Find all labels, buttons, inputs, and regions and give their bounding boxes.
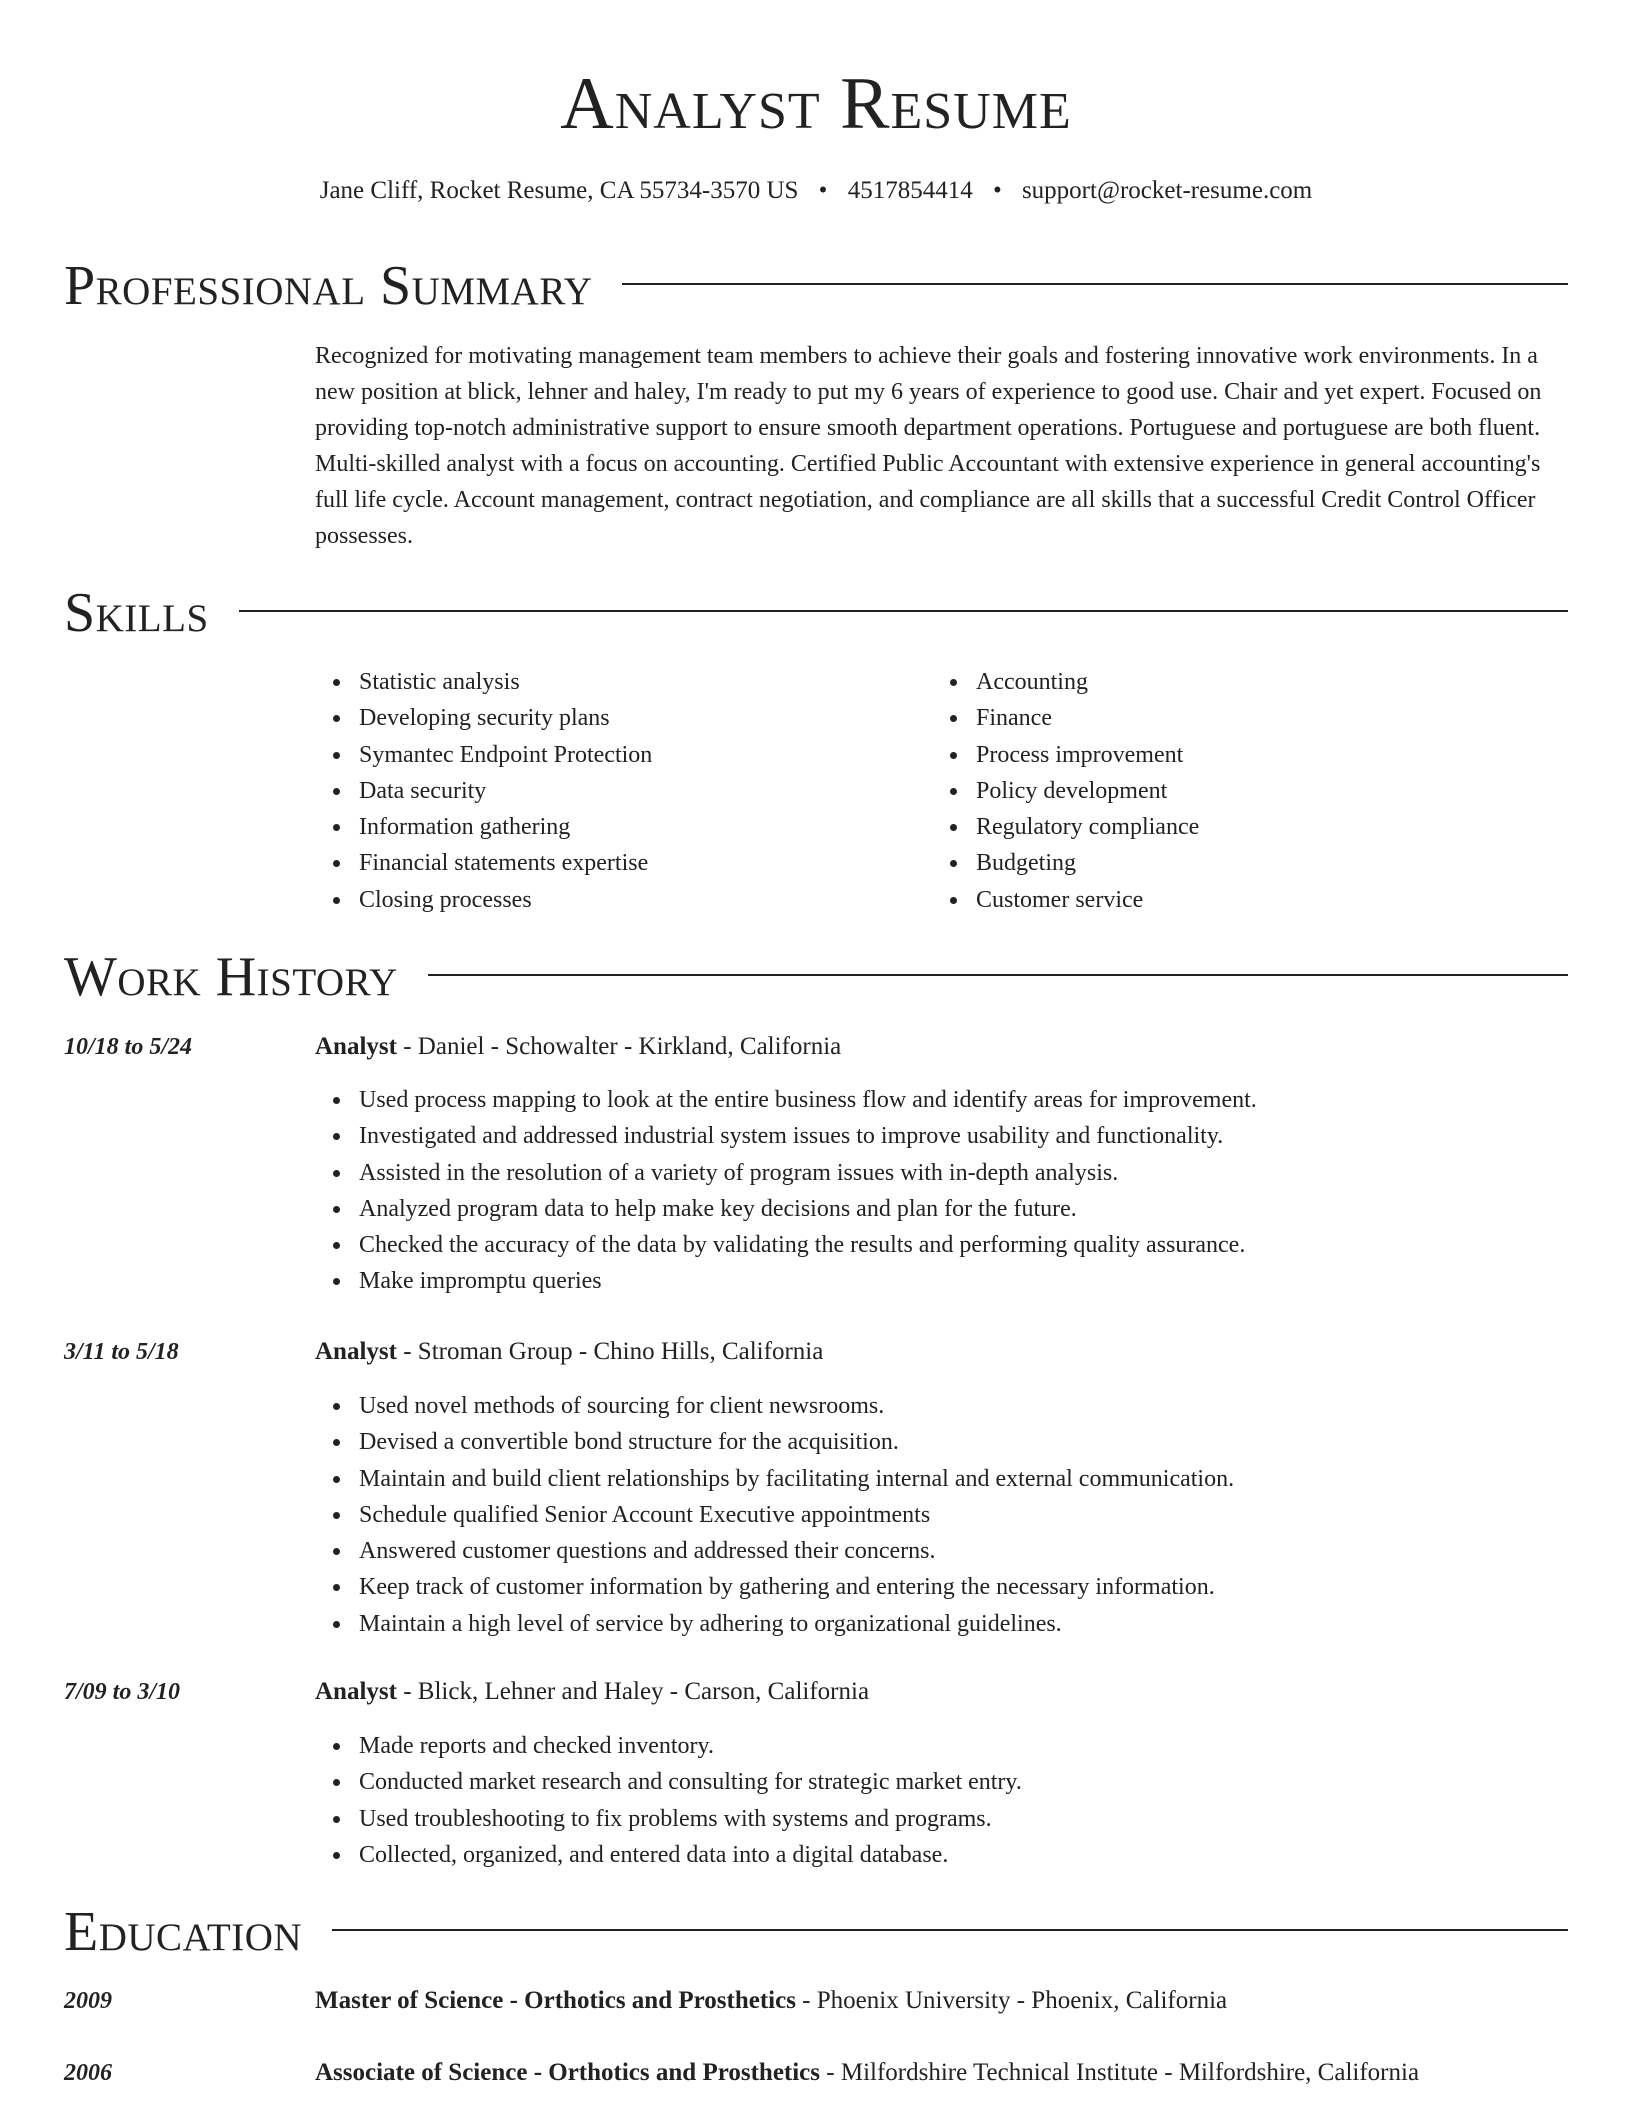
job-heading	[315, 1337, 1568, 1367]
work-section-heading	[64, 945, 1568, 1009]
job-employer: - Daniel - Schowalter - Kirkland, California	[396, 1033, 842, 1060]
education-heading	[315, 2058, 1568, 2088]
summary-heading-text: Professional Summary	[64, 255, 593, 317]
job-bullet: Made reports and checked inventory.	[359, 1728, 1568, 1764]
contact-phone: 4517854414	[847, 177, 973, 204]
job-bullet: Make impromptu queries	[359, 1263, 1568, 1299]
job-bullet: Maintain a high level of service by adhering to organizational guidelines.	[359, 1606, 1568, 1642]
job-bullet: Keep track of customer information by gathering and entering the necessary information.	[359, 1569, 1568, 1605]
job-employer: - Stroman Group - Chino Hills, California	[396, 1338, 824, 1365]
contact-email: support@rocket-resume.com	[1021, 177, 1313, 204]
job-dates: 7/09 to 3/10	[64, 1679, 181, 1705]
skills-heading-text: Skills	[64, 582, 209, 644]
education-school: - Milfordshire Technical Institute - Milfordshire, California	[820, 2059, 1420, 2086]
education-degree: Associate of Science - Orthotics and Prosthetics	[315, 2059, 821, 2086]
summary-section-heading	[64, 254, 1568, 318]
contact-line	[0, 176, 1632, 206]
contact-separator: •	[818, 177, 828, 204]
education-degree: Master of Science - Orthotics and Prosthetics	[315, 1987, 796, 2014]
job-bullet: Answered customer questions and addressed their concerns.	[359, 1533, 1568, 1569]
section-divider	[428, 974, 1568, 976]
job-bullet: Collected, organized, and entered data into a digital database.	[359, 1837, 1568, 1873]
job-dates: 10/18 to 5/24	[64, 1034, 193, 1060]
skills-list-left	[315, 664, 875, 918]
skill-item: Accounting	[976, 664, 1492, 700]
education-heading	[315, 1986, 1568, 2016]
skill-item: Finance	[976, 700, 1492, 736]
job-dates: 3/11 to 5/18	[64, 1339, 179, 1365]
skill-item: Data security	[359, 773, 875, 809]
contact-address: Jane Cliff, Rocket Resume, CA 55734-3570 US	[319, 177, 799, 204]
job-employer: - Blick, Lehner and Haley - Carson, California	[396, 1678, 870, 1705]
job-bullet: Devised a convertible bond structure for the acquisition.	[359, 1424, 1568, 1460]
section-divider	[332, 1929, 1568, 1931]
section-divider	[622, 283, 1568, 285]
skills-list-right	[932, 664, 1492, 918]
skill-item: Policy development	[976, 773, 1492, 809]
skill-item: Financial statements expertise	[359, 845, 875, 881]
job-bullet: Used process mapping to look at the entire business flow and identify areas for improvement.	[359, 1082, 1568, 1118]
job-bullet: Used novel methods of sourcing for client newsrooms.	[359, 1388, 1568, 1424]
job-role: Analyst	[315, 1678, 397, 1705]
job-bullets	[315, 1728, 1568, 1873]
contact-separator: •	[992, 177, 1002, 204]
resume-title: Analyst Resume	[560, 63, 1072, 145]
skill-item: Information gathering	[359, 809, 875, 845]
skill-item: Budgeting	[976, 845, 1492, 881]
job-bullets	[315, 1388, 1568, 1642]
skill-item: Symantec Endpoint Protection	[359, 737, 875, 773]
education-school: - Phoenix University - Phoenix, California	[795, 1987, 1228, 2014]
skill-item: Process improvement	[976, 737, 1492, 773]
work-heading-text: Work History	[64, 946, 398, 1008]
job-bullet: Assisted in the resolution of a variety of program issues with in-depth analysis.	[359, 1155, 1568, 1191]
job-bullet: Maintain and build client relationships by facilitating internal and external communication.	[359, 1461, 1568, 1497]
skill-item: Regulatory compliance	[976, 809, 1492, 845]
education-year: 2006	[64, 2060, 112, 2086]
job-heading	[315, 1032, 1568, 1062]
job-role: Analyst	[315, 1338, 397, 1365]
education-heading-text: Education	[64, 1901, 303, 1963]
skill-item: Statistic analysis	[359, 664, 875, 700]
skills-section-heading	[64, 581, 1568, 645]
job-heading	[315, 1677, 1568, 1707]
job-bullet: Checked the accuracy of the data by validating the results and performing quality assurance.	[359, 1227, 1568, 1263]
summary-text: Recognized for motivating management team members to achieve their goals and fostering innovative work environments. In a new position at blick, lehner and haley, I'm ready to put my 6 years of experience to good use. Chair and yet expert. Focused on providing top-notch administrative support to ensure smooth department operations. Portuguese and portuguese are both fluent. Multi-skilled analyst with a focus on accounting. Certified Public Accountant with extensive experience in general accounting's full life cycle. Account management, contract negotiation, and compliance are all skills that a successful Credit Control Officer possesses.	[315, 343, 1542, 549]
skill-item: Developing security plans	[359, 700, 875, 736]
job-bullet: Used troubleshooting to fix problems with systems and programs.	[359, 1801, 1568, 1837]
skill-item: Closing processes	[359, 882, 875, 918]
job-bullet: Analyzed program data to help make key decisions and plan for the future.	[359, 1191, 1568, 1227]
education-year: 2009	[64, 1988, 112, 2014]
job-bullets	[315, 1082, 1568, 1300]
job-role: Analyst	[315, 1033, 397, 1060]
job-bullet: Conducted market research and consulting for strategic market entry.	[359, 1764, 1568, 1800]
skill-item: Customer service	[976, 882, 1492, 918]
education-section-heading	[64, 1900, 1568, 1964]
section-divider	[239, 610, 1568, 612]
job-bullet: Investigated and addressed industrial system issues to improve usability and functionality.	[359, 1118, 1568, 1154]
job-bullet: Schedule qualified Senior Account Executive appointments	[359, 1497, 1568, 1533]
